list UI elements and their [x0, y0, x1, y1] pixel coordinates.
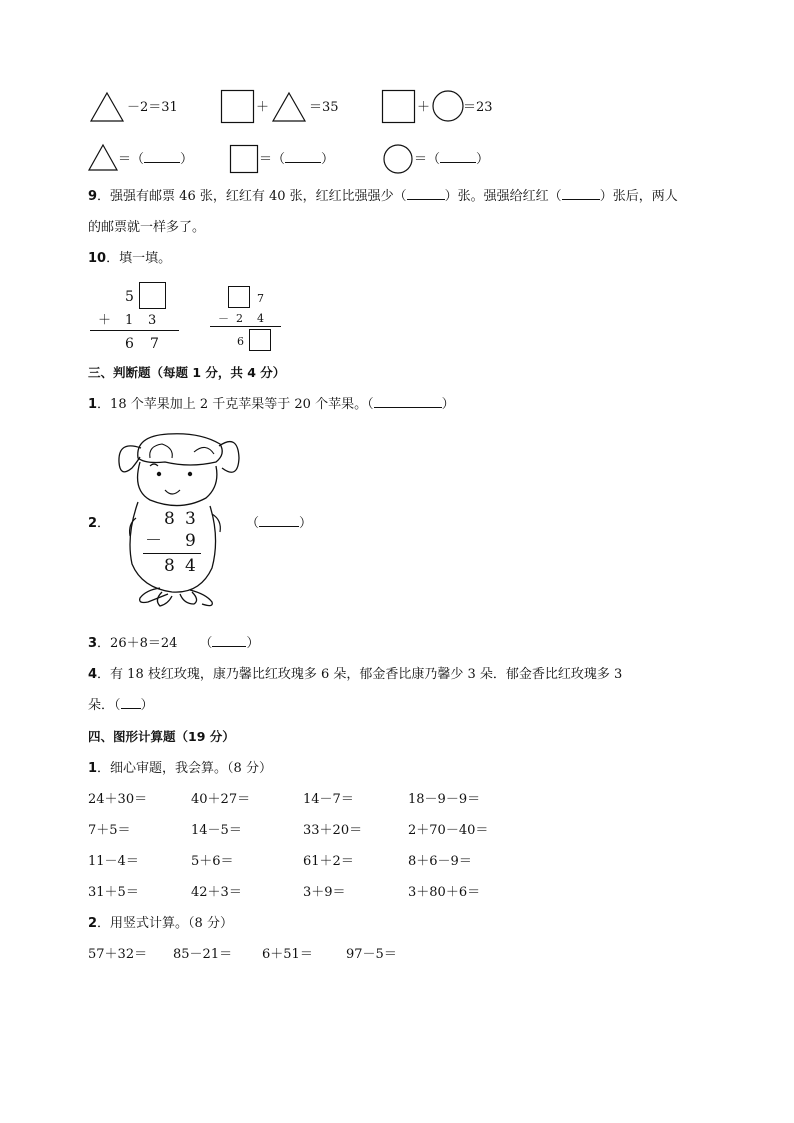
addition-result-digit: 6: [125, 336, 134, 352]
equation-2-plus: ＋: [256, 100, 270, 115]
triangle-shape: [88, 144, 118, 171]
question-10-title: 10．填一填。: [88, 251, 172, 266]
square-shape: [382, 90, 415, 123]
addition-top-digit: 5: [125, 289, 134, 305]
judge-question-2-answer: （ ）: [246, 516, 313, 531]
subtraction-line: [210, 326, 281, 327]
addition-digit: 3: [148, 313, 157, 328]
circle-answer: ＝（ ）: [414, 152, 490, 167]
question-9-line2: 的邮票就一样多了。: [88, 220, 206, 235]
equation-3-plus: ＋: [417, 100, 431, 115]
math-problem: 14－5＝: [191, 823, 242, 838]
answer-blank[interactable]: [212, 646, 246, 647]
equation-1-rest: －2＝31: [127, 100, 178, 115]
digit-box[interactable]: [249, 329, 271, 351]
math-problem: 40＋27＝: [191, 792, 251, 807]
answer-blank[interactable]: [121, 708, 141, 709]
cartoon-digit: 9: [185, 531, 196, 551]
section-4-title: 四、图形计算题（19 分）: [88, 729, 235, 744]
digit-box[interactable]: [139, 282, 166, 309]
answer-blank[interactable]: [285, 162, 321, 163]
vertical-problem: 57＋32＝: [88, 947, 148, 962]
circle-shape: [432, 90, 464, 122]
math-problem: 61＋2＝: [303, 854, 354, 869]
vertical-problem: 85－21＝: [173, 947, 233, 962]
triangle-shape: [90, 92, 124, 122]
subtraction-result-digit: 6: [237, 335, 244, 348]
section-3-title: 三、判断题（每题 1 分，共 4 分）: [88, 365, 286, 380]
calc-question-2-title: 2．用竖式计算。（8 分）: [88, 916, 233, 931]
answer-blank[interactable]: [374, 407, 442, 408]
answer-blank[interactable]: [407, 199, 445, 200]
math-problem: 7＋5＝: [88, 823, 131, 838]
math-problem: 3＋9＝: [303, 885, 346, 900]
calc-question-1-title: 1．细心审题，我会算。（8 分）: [88, 761, 272, 776]
addition-result-digit: 7: [150, 336, 159, 352]
cartoon-operator: －: [145, 531, 162, 551]
math-problem: 2＋70－40＝: [408, 823, 489, 838]
judge-question-4-line2: 朵．（ ）: [88, 698, 154, 713]
subtraction-operator: －: [218, 312, 229, 325]
triangle-shape: [272, 92, 306, 122]
judge-question-1: 1．18 个苹果加上 2 千克苹果等于 20 个苹果。（ ）: [88, 397, 455, 412]
addition-digit: 1: [125, 313, 134, 328]
equation-2-rest: ＝35: [309, 100, 339, 115]
square-shape: [221, 90, 254, 123]
square-shape: [230, 145, 258, 173]
math-problem: 3＋80＋6＝: [408, 885, 481, 900]
circle-shape: [383, 144, 413, 174]
subtraction-digit: 2: [236, 312, 243, 325]
addition-line: [90, 330, 179, 331]
math-problem: 31＋5＝: [88, 885, 139, 900]
judge-question-4: 4．有 18 枝红玫瑰，康乃馨比红玫瑰多 6 朵，郁金香比康乃馨少 3 朵．郁金香比红玫瑰多 3: [88, 667, 623, 682]
equation-3-rest: ＝23: [463, 100, 493, 115]
triangle-answer: ＝（ ）: [118, 152, 194, 167]
math-problem: 14－7＝: [303, 792, 354, 807]
math-problem: 11－4＝: [88, 854, 139, 869]
math-problem: 5＋6＝: [191, 854, 234, 869]
subtraction-top-digit: 7: [257, 292, 264, 305]
answer-blank[interactable]: [259, 526, 299, 527]
addition-operator: ＋: [98, 313, 112, 328]
cartoon-result-digit: 4: [185, 556, 196, 576]
cartoon-digit: 3: [185, 509, 196, 529]
vertical-problem: 97－5＝: [346, 947, 397, 962]
square-answer: ＝（ ）: [259, 152, 335, 167]
cartoon-digit: 8: [164, 509, 175, 529]
answer-blank[interactable]: [144, 162, 180, 163]
vertical-problem: 6＋51＝: [262, 947, 313, 962]
math-problem: 18－9－9＝: [408, 792, 481, 807]
answer-blank[interactable]: [440, 162, 476, 163]
puppy-illustration: [110, 428, 250, 610]
math-problem: 8＋6－9＝: [408, 854, 472, 869]
judge-question-2-label: 2．: [88, 516, 111, 531]
question-9: 9．强强有邮票 46 张，红红有 40 张，红红比强强少（ ）张。强强给红红（ ）张后，两人: [88, 189, 678, 204]
answer-blank[interactable]: [562, 199, 600, 200]
judge-question-3: 3．26＋8＝24 （ ）: [88, 636, 260, 651]
math-problem: 24＋30＝: [88, 792, 148, 807]
cartoon-result-digit: 8: [164, 556, 175, 576]
math-problem: 42＋3＝: [191, 885, 242, 900]
subtraction-digit: 4: [257, 312, 264, 325]
math-problem: 33＋20＝: [303, 823, 363, 838]
digit-box[interactable]: [228, 286, 250, 308]
cartoon-line: [143, 553, 201, 554]
